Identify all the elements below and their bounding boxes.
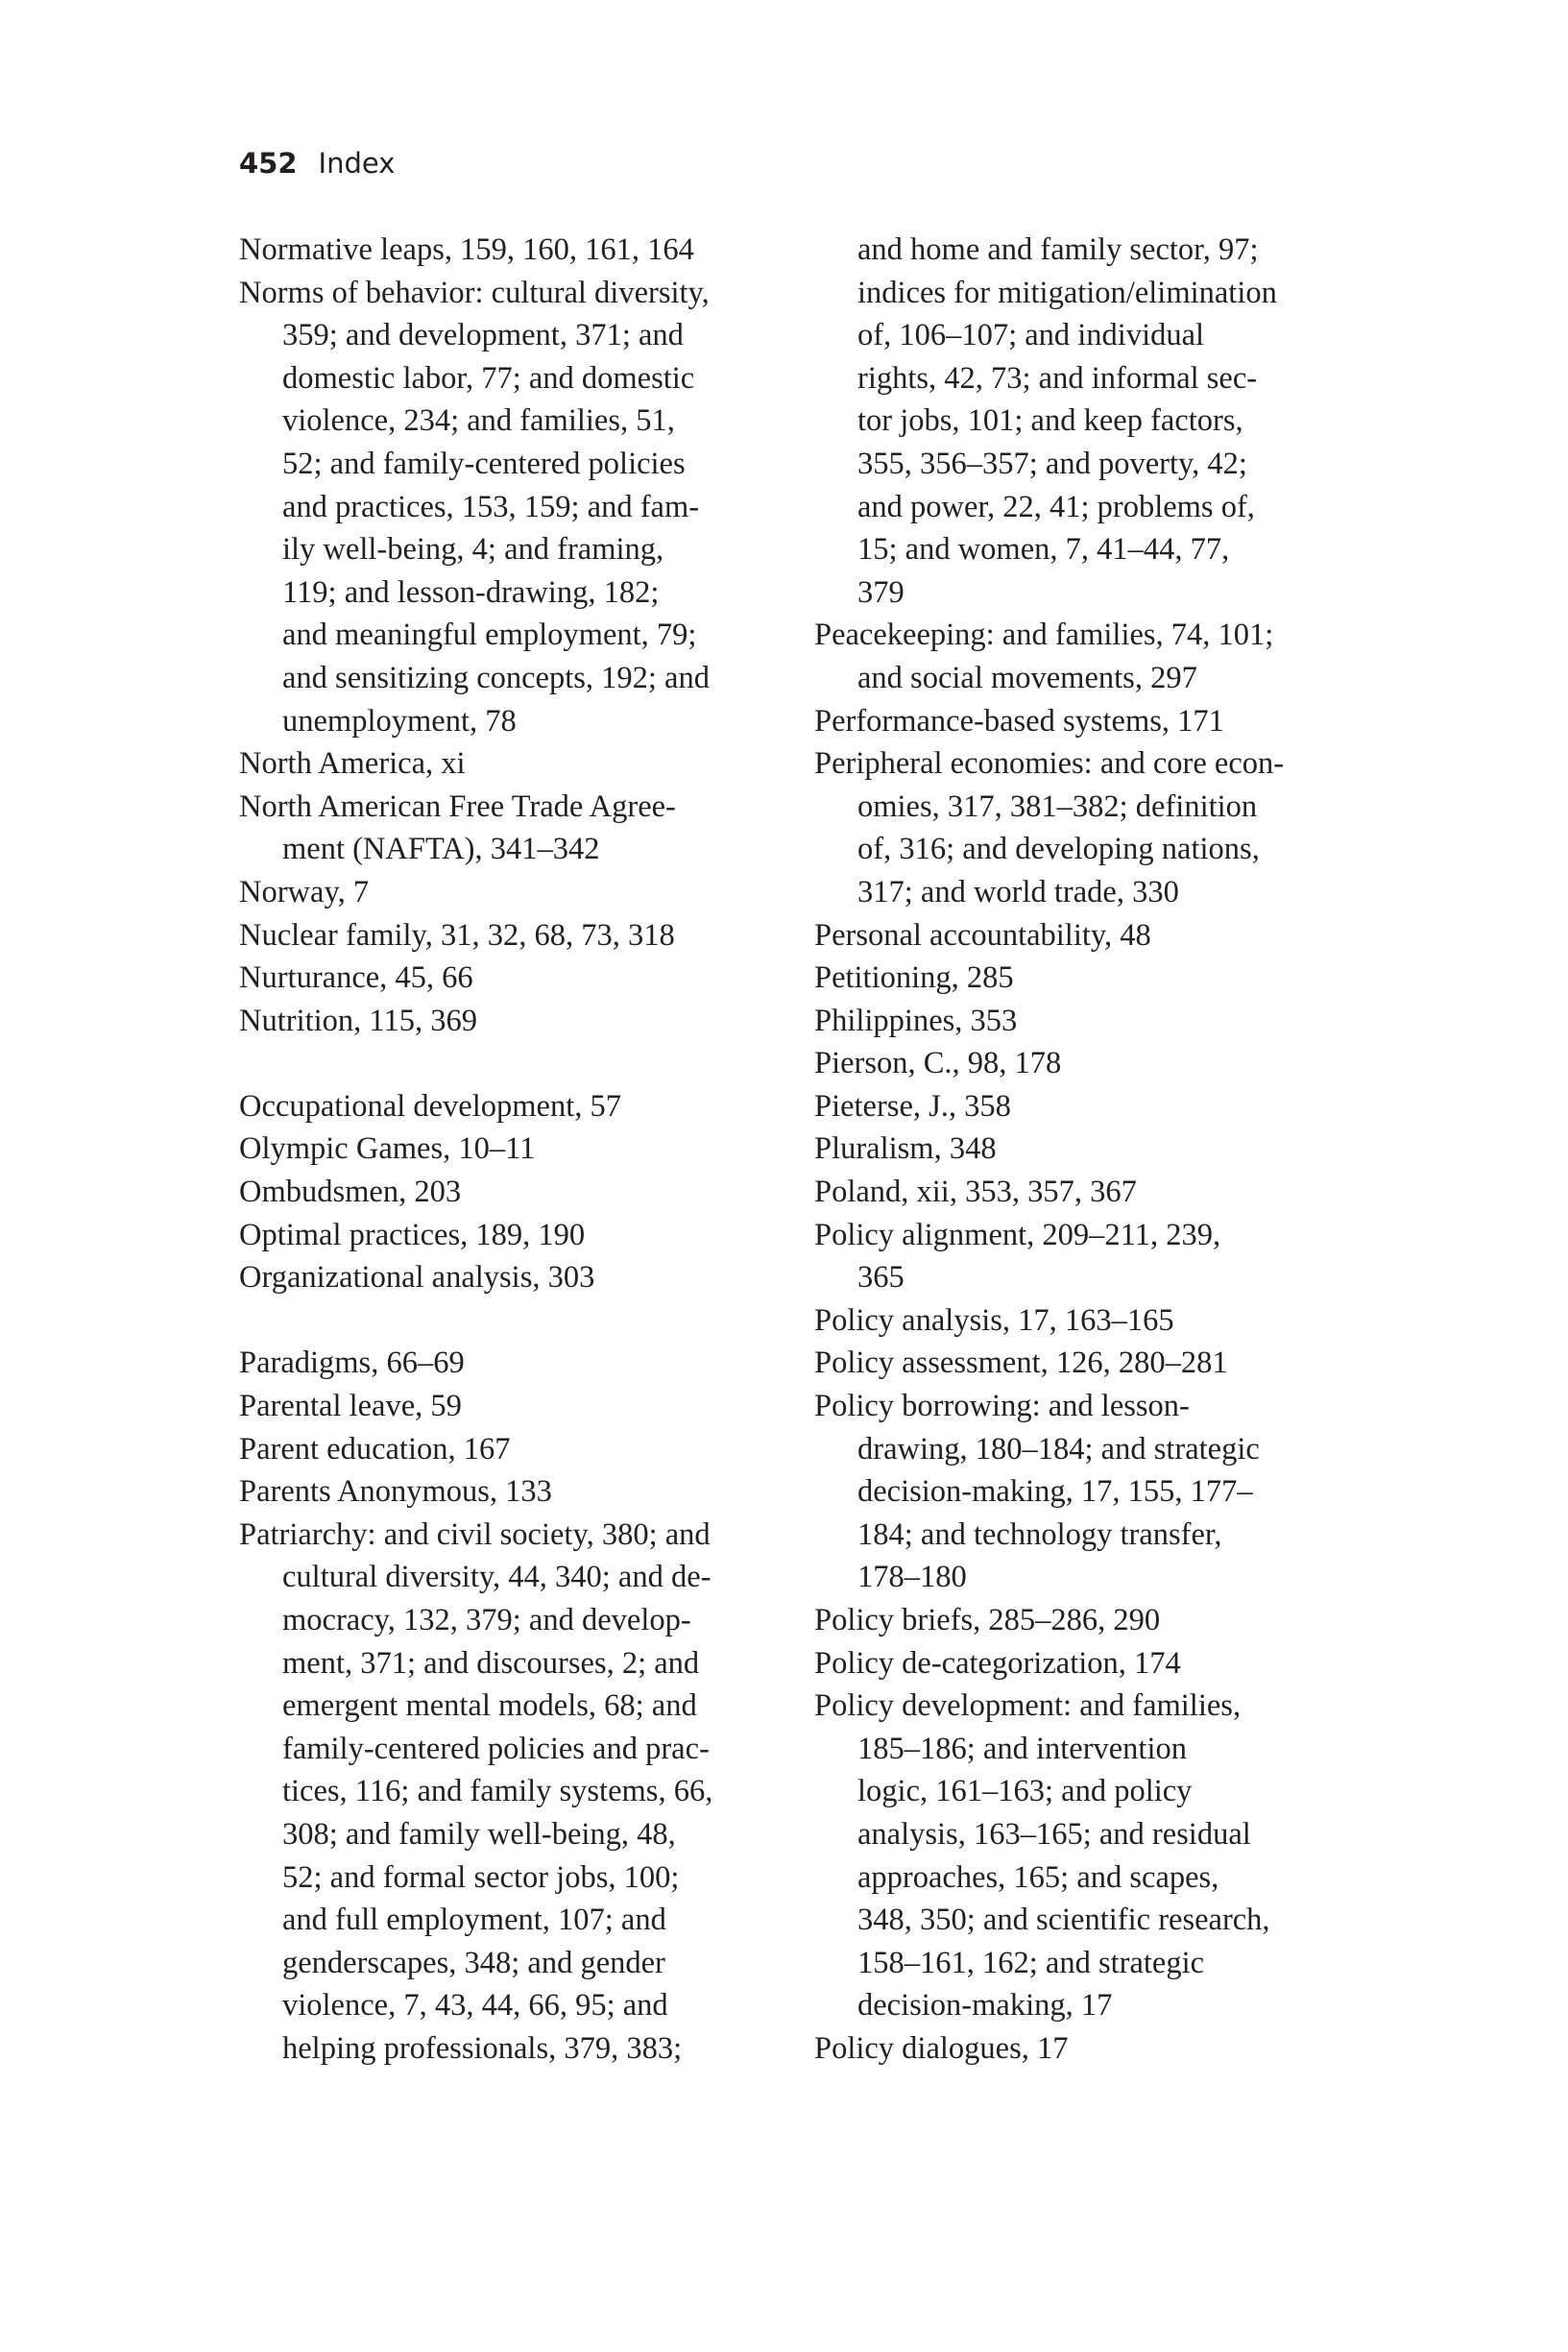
index-entry — [814, 914, 1352, 958]
index-column-right — [814, 229, 1352, 2071]
index-entry — [814, 1085, 1352, 1128]
letter-group-gap — [239, 1299, 777, 1343]
index-entry — [814, 1042, 1352, 1085]
entry-subline: 52; and family-centered policies — [282, 446, 686, 481]
index-entry — [814, 1342, 1352, 1385]
entry-heading-line: Policy alignment, 209–211, 239, — [814, 1217, 1221, 1252]
index-entry — [239, 272, 777, 743]
entry-subline: domestic labor, 77; and domestic — [282, 360, 695, 396]
entry-subline: omies, 317, 381–382; definition — [857, 788, 1258, 824]
entry-heading-line: Peripheral economies: and core econ- — [814, 746, 1285, 782]
entry-subline: unemployment, 78 — [282, 703, 517, 739]
entry-subline: of, 106–107; and individual — [857, 318, 1205, 353]
entry-subline: indices for mitigation/elimination — [857, 275, 1277, 310]
index-entry — [814, 1000, 1352, 1043]
entry-subline: of, 316; and developing nations, — [857, 832, 1260, 867]
index-entry — [239, 1514, 777, 2071]
entry-subline: and full employment, 107; and — [282, 1903, 666, 1938]
section-title: Index — [318, 147, 396, 180]
entry-subline: 379 — [857, 574, 905, 610]
index-entry — [814, 742, 1352, 913]
entry-heading-line: Norms of behavior: cultural diversity, — [239, 275, 710, 310]
index-entry — [239, 914, 777, 958]
entry-heading-line: Occupational development, 57 — [239, 1088, 621, 1124]
entry-subline: family-centered policies and prac- — [282, 1731, 710, 1766]
entry-subline: and power, 22, 41; problems of, — [857, 489, 1255, 524]
entry-heading-line: Parental leave, 59 — [239, 1389, 462, 1424]
entry-heading-line: Policy borrowing: and lesson- — [814, 1389, 1190, 1424]
page-number: 452 — [239, 147, 298, 180]
index-entry — [239, 229, 777, 272]
entry-heading-line: Peacekeeping: and families, 74, 101; — [814, 618, 1274, 653]
entry-heading-line: Nurturance, 45, 66 — [239, 960, 473, 996]
entry-subline: 15; and women, 7, 41–44, 77, — [857, 532, 1230, 568]
entry-heading-line: Parents Anonymous, 133 — [239, 1474, 552, 1510]
entry-subline: emergent mental models, 68; and — [282, 1688, 697, 1724]
index-entry — [814, 1599, 1352, 1642]
entry-subline: 317; and world trade, 330 — [857, 874, 1179, 909]
entry-heading-line: Olympic Games, 10–11 — [239, 1131, 536, 1167]
entry-subline: 178–180 — [857, 1560, 967, 1595]
entry-heading-line: Personal accountability, 48 — [814, 917, 1151, 953]
entry-heading-line: Performance-based systems, 171 — [814, 703, 1224, 739]
index-entry — [814, 2027, 1352, 2071]
entry-heading-line: Nuclear family, 31, 32, 68, 73, 318 — [239, 917, 675, 953]
entry-subline: 52; and formal sector jobs, 100; — [282, 1859, 680, 1895]
index-entry — [814, 1299, 1352, 1343]
entry-subline: tices, 116; and family systems, 66, — [282, 1774, 713, 1809]
index-entry — [239, 1128, 777, 1171]
index-entry — [239, 742, 777, 786]
entry-heading-line: Normative leaps, 159, 160, 161, 164 — [239, 232, 694, 267]
entry-heading-line: Policy dialogues, 17 — [814, 2030, 1069, 2066]
entry-heading-line: Philippines, 353 — [814, 1003, 1018, 1038]
entry-subline: ment (NAFTA), 341–342 — [282, 832, 600, 867]
entry-heading-line: Policy development: and families, — [814, 1688, 1242, 1724]
running-head — [239, 144, 395, 182]
index-entry — [814, 700, 1352, 743]
entry-subline: and sensitizing concepts, 192; and — [282, 660, 710, 695]
entry-subline: 119; and lesson-drawing, 182; — [282, 574, 660, 610]
index-column-left — [239, 229, 777, 2071]
entry-subline: 185–186; and intervention — [857, 1731, 1187, 1766]
index-entry — [239, 1428, 777, 1471]
entry-subline: 355, 356–357; and poverty, 42; — [857, 446, 1247, 481]
index-entry — [239, 1171, 777, 1214]
entry-subline: violence, 7, 43, 44, 66, 95; and — [282, 1988, 668, 2024]
index-entry — [239, 957, 777, 1000]
entry-heading-line: Norway, 7 — [239, 874, 370, 909]
entry-subline: ily well-being, 4; and framing, — [282, 532, 664, 568]
entry-heading-line: Pieterse, J., 358 — [814, 1088, 1011, 1124]
index-entry — [814, 1171, 1352, 1214]
entry-heading-line: Parent education, 167 — [239, 1431, 511, 1467]
index-entry — [814, 1214, 1352, 1299]
entry-heading-line: Pluralism, 348 — [814, 1131, 997, 1167]
entry-heading-line: Ombudsmen, 203 — [239, 1175, 462, 1210]
entry-subline: 348, 350; and scientific research, — [857, 1903, 1270, 1938]
entry-heading-line: Organizational analysis, 303 — [239, 1260, 595, 1296]
entry-subline: decision-making, 17, 155, 177– — [857, 1474, 1253, 1510]
index-entry — [239, 1385, 777, 1428]
entry-subline: and social movements, 297 — [857, 660, 1197, 695]
entry-heading-line: Policy de-categorization, 174 — [814, 1645, 1181, 1681]
index-entry — [814, 957, 1352, 1000]
entry-heading-line: Patriarchy: and civil society, 380; and — [239, 1516, 711, 1552]
entry-subline: 308; and family well-being, 48, — [282, 1816, 676, 1852]
index-entry — [239, 871, 777, 914]
entry-subline: 184; and technology transfer, — [857, 1516, 1222, 1552]
entry-subline: 365 — [857, 1260, 905, 1296]
entry-subline: ment, 371; and discourses, 2; and — [282, 1645, 700, 1681]
entry-subline: tor jobs, 101; and keep factors, — [857, 403, 1243, 439]
entry-subline: 158–161, 162; and strategic — [857, 1945, 1205, 1980]
index-entry — [239, 786, 777, 871]
index-entry — [239, 1342, 777, 1385]
entry-subline: helping professionals, 379, 383; — [282, 2030, 683, 2066]
entry-heading-line: North America, xi — [239, 746, 466, 782]
entry-heading-line: Pierson, C., 98, 178 — [814, 1046, 1062, 1081]
entry-subline: drawing, 180–184; and strategic — [857, 1431, 1260, 1467]
entry-heading-line: Policy analysis, 17, 163–165 — [814, 1302, 1174, 1338]
entry-heading-line: Nutrition, 115, 369 — [239, 1003, 477, 1038]
index-entry-continued — [814, 229, 1352, 614]
index-entry — [814, 614, 1352, 699]
index-entry — [814, 1685, 1352, 2027]
entry-subline: approaches, 165; and scapes, — [857, 1859, 1219, 1895]
index-entry — [239, 1470, 777, 1514]
entry-heading-line: Optimal practices, 189, 190 — [239, 1217, 586, 1252]
entry-heading-line: North American Free Trade Agree- — [239, 788, 676, 824]
entry-subline: analysis, 163–165; and residual — [857, 1816, 1251, 1852]
index-entry — [814, 1128, 1352, 1171]
entry-heading-line: Policy briefs, 285–286, 290 — [814, 1603, 1161, 1637]
entry-heading-line: Paradigms, 66–69 — [239, 1346, 465, 1381]
entry-subline: violence, 234; and families, 51, — [282, 403, 675, 439]
index-entry — [814, 1385, 1352, 1599]
index-entry — [239, 1256, 777, 1299]
entry-heading-line: Policy assessment, 126, 280–281 — [814, 1346, 1228, 1381]
entry-subline: and practices, 153, 159; and fam- — [282, 489, 700, 524]
index-entry — [239, 1085, 777, 1128]
letter-group-gap — [239, 1042, 777, 1085]
entry-subline: 359; and development, 371; and — [282, 318, 684, 353]
entry-heading-line: Poland, xii, 353, 357, 367 — [814, 1175, 1137, 1210]
entry-subline: and meaningful employment, 79; — [282, 618, 697, 653]
index-entry — [239, 1214, 777, 1257]
entry-subline: genderscapes, 348; and gender — [282, 1945, 665, 1980]
entry-subline: cultural diversity, 44, 340; and de- — [282, 1560, 712, 1595]
entry-heading-line: Petitioning, 285 — [814, 960, 1014, 996]
index-entry — [239, 1000, 777, 1043]
index-entry — [814, 1642, 1352, 1685]
entry-subline: mocracy, 132, 379; and develop- — [282, 1603, 691, 1637]
entry-subline: and home and family sector, 97; — [857, 232, 1259, 267]
entry-subline: logic, 161–163; and policy — [857, 1774, 1193, 1809]
entry-subline: decision-making, 17 — [857, 1988, 1113, 2024]
entry-subline: rights, 42, 73; and informal sec- — [857, 360, 1258, 396]
